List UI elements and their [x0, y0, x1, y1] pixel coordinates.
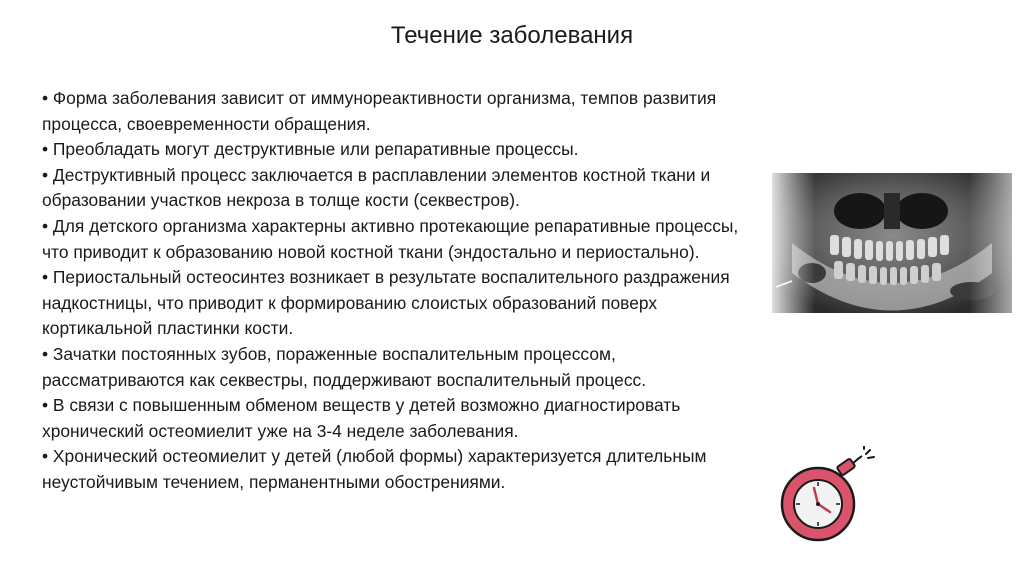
panoramic-xray-image [772, 173, 1012, 313]
bullet-list [42, 86, 742, 496]
bullet-item: • Зачатки постоянных зубов, пораженные воспалительным процессом, рассматриваются как секвестры, поддерживают воспалительный процесс. [42, 343, 647, 390]
bullet-item: • Преобладать могут деструктивные или репаративные процессы. [42, 139, 579, 160]
bullet-item: • Форма заболевания зависит от иммунореактивности организма, темпов развития процесса, своевременности обращения. [42, 88, 717, 134]
bullet-item: • В связи с повышенным обменом веществ у детей возможно диагностировать хронический остеомиелит уже на 3-4 неделе заболевания. [42, 395, 681, 441]
slide-title: Течение заболевания [390, 22, 634, 49]
bullet-item: • Периостальный остеосинтез возникает в результате воспалительного раздражения надкостницы, что приводит к формированию слоистых образований поверх кортикальной пластинки кости. [42, 267, 730, 339]
bullet-item: • Для детского организма характерны активно протекающие репаративные процессы, что приводит к образованию новой костной ткани (эндостально и периостально). [42, 215, 739, 262]
bullet-item: • Деструктивный процесс заключается в расплавлении элементов костной ткани и образовании участков некроза в толще кости (секвестров). [42, 164, 711, 211]
clock-bomb-icon [776, 446, 886, 546]
bullet-item: • Хронический остеомиелит у детей (любой формы) характеризуется длительным неустойчивым течением, перманентными обострениями. [42, 446, 707, 492]
